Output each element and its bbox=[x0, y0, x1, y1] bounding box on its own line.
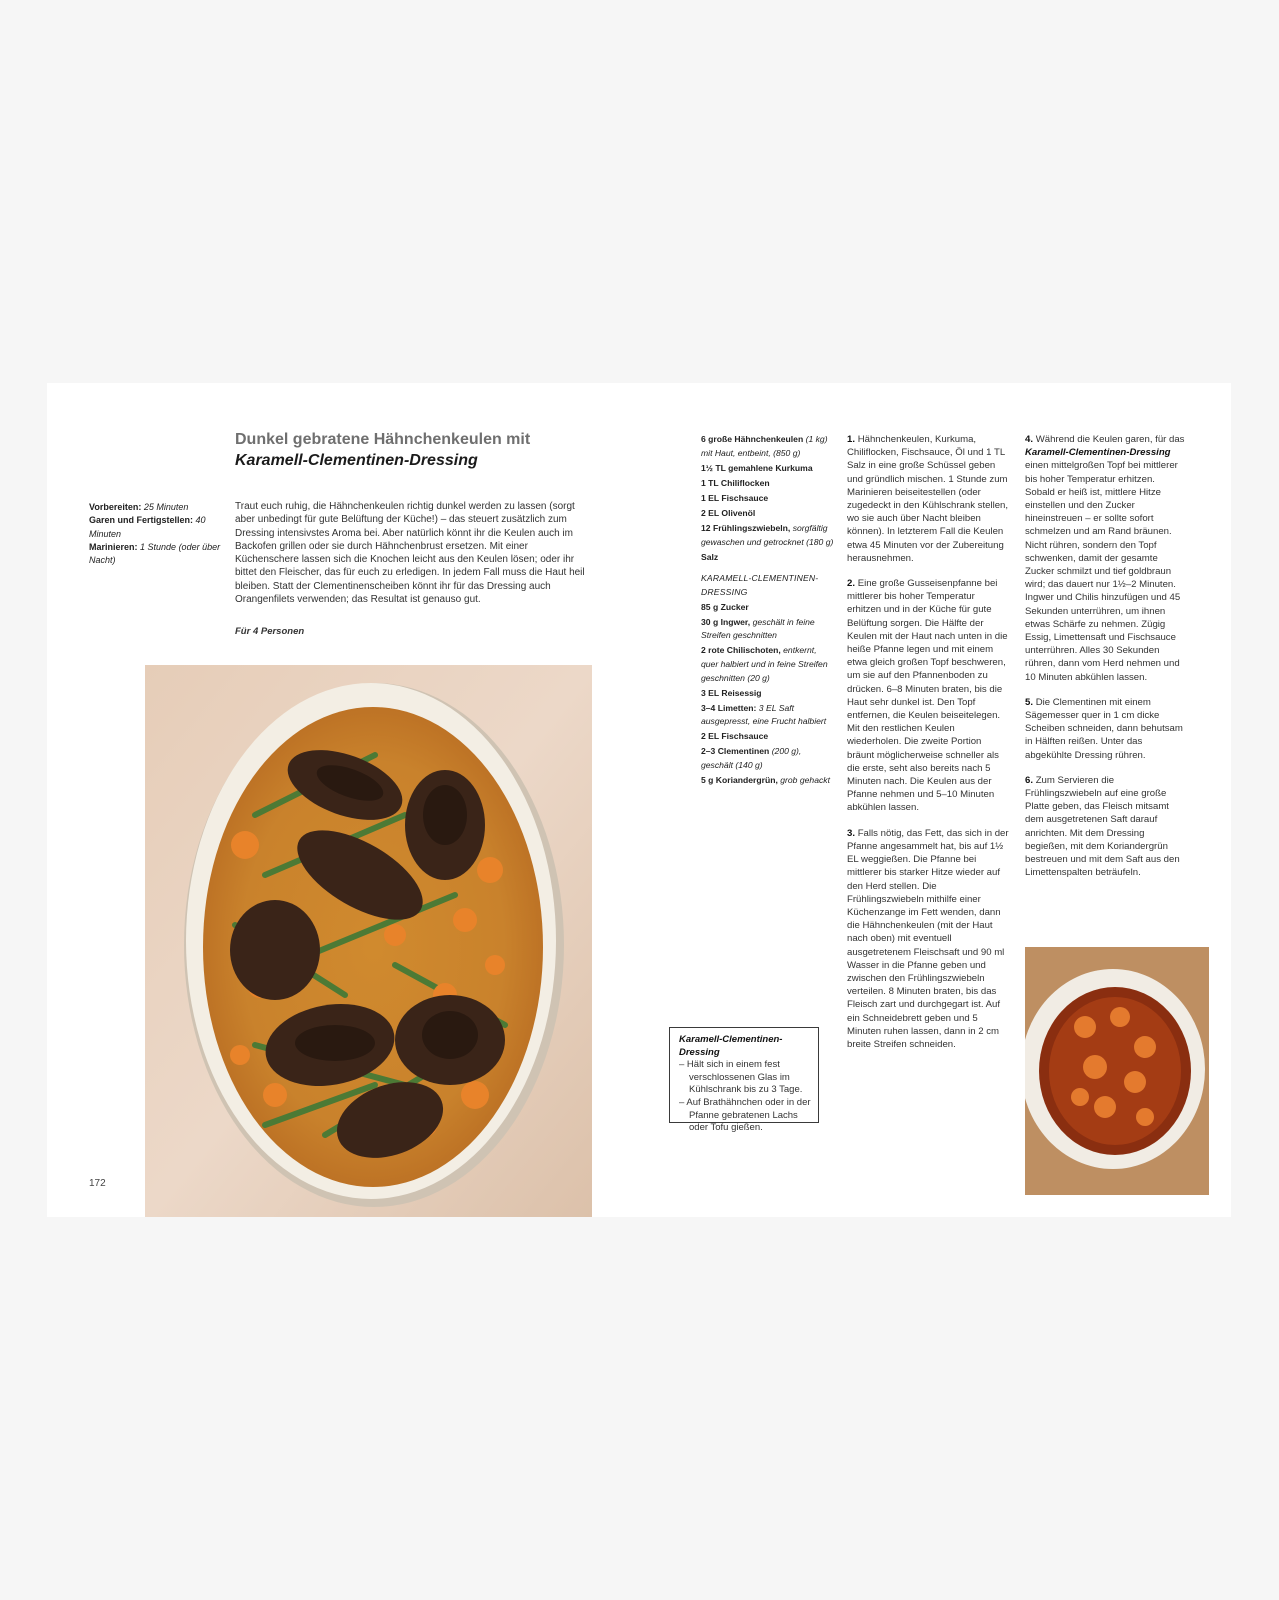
title-line-2: Karamell-Clementinen-Dressing bbox=[235, 452, 478, 469]
ingredient-item: 6 große Hähnchenkeulen (1 kg) mit Haut, entbeint, (850 g) bbox=[701, 434, 828, 458]
tip-box-title: Karamell-Clementinen-Dressing bbox=[679, 1034, 783, 1058]
title-line-1: Dunkel gebratene Hähnchenkeulen mit bbox=[235, 431, 531, 448]
servings: Für 4 Personen bbox=[235, 626, 305, 637]
steps-column-2 bbox=[1025, 433, 1187, 892]
meta-cook: Garen und Fertigstellen: 40 Minuten bbox=[89, 515, 206, 539]
page-number: 172 bbox=[89, 1178, 106, 1189]
dressing-ingredient-item: 2–3 Clementinen (200 g), geschält (140 g) bbox=[701, 746, 802, 771]
dressing-ingredient-item: 3 EL Reisessig bbox=[701, 687, 762, 698]
dressing-ingredient-item: 30 g Ingwer, geschält in feine Streifen geschnitten bbox=[701, 616, 815, 641]
ingredient-list bbox=[701, 433, 835, 789]
step-6: 6. Zum Servieren die Frühlingszwiebeln auf eine große Platte geben, das Fleisch mitsamt dem ausgetretenen Saft darauf anrichten. Mit dem Dressing begießen, mit dem Koriandergrün bestreuen und mit dem Saft aus den Limettenspalten beträufeln. bbox=[1025, 774, 1180, 879]
time-info bbox=[89, 501, 229, 567]
dressing-photo bbox=[1025, 947, 1209, 1195]
step-2: 2. Eine große Gusseisenpfanne bei mittlerer bis hoher Temperatur erhitzen und in der Küche für gute Belüftung sorgen. Die Hälfte der Keulen mit der Haut nach unten in die heiße Pfanne legen und mit einem etwa gleich großen Topf beschweren, um sie auf den Pfannenboden zu drücken. 6–8 Minuten braten, bis die Haut sehr dunkel ist. Den Topf entfernen, die Keulen beiseitelegen. Mit den restlichen Keulen wiederholen. Die zweite Portion bräunt möglicherweise schneller als die erste, seht also bereits nach 5 Minuten nach. Die Keulen aus der Pfanne nehmen und 5–10 Minuten abkühlen lassen. bbox=[847, 578, 1008, 814]
ingredient-item: 2 EL Olivenöl bbox=[701, 507, 756, 518]
intro-text: Traut euch ruhig, die Hähnchenkeulen richtig dunkel werden zu lassen (sorgt aber unbedingt für gute Belüftung der Küche!) – das steuert zusätzlich zum Dressing intensivstes Aroma bei. Aber natürlich könnt ihr die Keulen auch im Backofen grillen oder sie durch Hähnchenbrust ersetzen. Mit einer Küchenschere lassen sich die Knochen leicht aus den Keulen lösen; oder ihr bittet den Fleischer, das für euch zu erledigen. In jedem Fall muss die Haut heil bleiben. Statt der Clementinenscheiben könnt ihr für das Dressing auch Orangenfilets verwenden; das Resultat ist genauso gut. bbox=[235, 501, 585, 606]
dressing-heading: KARAMELL-CLEMENTINEN-DRESSING bbox=[701, 573, 819, 597]
ingredient-item: 1 TL Chiliflocken bbox=[701, 477, 770, 488]
tip-item: – Auf Brathähnchen oder in der Pfanne gebratenen Lachs oder Tofu gießen. bbox=[679, 1096, 811, 1134]
steps-column-1 bbox=[847, 433, 1009, 1063]
book-spread bbox=[47, 383, 1231, 1217]
tip-box bbox=[669, 1027, 819, 1134]
dressing-ingredient-item: 2 EL Fischsauce bbox=[701, 731, 769, 742]
step-5: 5. Die Clementinen mit einem Sägemesser quer in 1 cm dicke Scheiben schneiden, dann behutsam in Hälften reißen. Unter das abgekühlte Dressing rühren. bbox=[1025, 696, 1183, 761]
step-4: 4. Während die Keulen garen, für das Karamell-Clementinen-Dressing einen mittelgroßen Topf bei mittlerer bis hoher Temperatur erhitzen. Sobald er heiß ist, mittlere Hitze einstellen und den Zucker hineinstreuen – er sollte sofort schmelzen und am Rand bräunen. Nicht rühren, sondern den Topf schwenken, damit der gesamte Zucker schmilzt und tief goldbraun wird; das dauert nur 1½–2 Minuten. Ingwer und Chilis hinzufügen und 45 Sekunden unterrühren, um ihnen etwas Schärfe zu nehmen. Zügig Essig, Limettensaft und Fischsauce unterrühren. Alles 30 Sekunden rühren, dann vom Herd nehmen und 10 Minuten abkühlen lassen. bbox=[1025, 434, 1185, 683]
ingredient-item: 1½ TL gemahlene Kurkuma bbox=[701, 462, 813, 473]
meta-prep: Vorbereiten: 25 Minuten bbox=[89, 502, 189, 512]
dressing-ingredient-item: 5 g Koriandergrün, grob gehackt bbox=[701, 775, 830, 786]
ingredient-item: Salz bbox=[701, 551, 719, 562]
recipe-title bbox=[235, 429, 595, 471]
step-3: 3. Falls nötig, das Fett, das sich in der Pfanne angesammelt hat, bis auf 1½ EL weggießen. Die Pfanne bei mittlerer bis starker Hitze wieder auf den Herd stellen. Die Frühlingszwiebeln mithilfe einer Küchenzange im Fett wenden, dann die Hähnchenkeulen (mit der Haut nach oben) mit eventuell ausgetretenem Fleischsaft und 90 ml Wasser in die Pfanne geben und zwischen den Frühlingszwiebeln verteilen. 8 Minuten braten, bis das Fleisch zart und durchgegart ist. Auf ein Schneidebrett geben und 5 Minuten ruhen lassen, dann in 2 cm breite Streifen schneiden. bbox=[847, 827, 1009, 1050]
ingredient-item: 1 EL Fischsauce bbox=[701, 492, 769, 503]
dressing-ingredient-item: 85 g Zucker bbox=[701, 601, 749, 612]
meta-marinate: Marinieren: 1 Stunde (oder über Nacht) bbox=[89, 541, 221, 566]
dressing-ingredient-item: 2 rote Chilischoten, entkernt, quer halbiert und in feine Streifen geschnitten (20 g) bbox=[701, 645, 828, 683]
tip-item: – Hält sich in einem fest verschlossenen Glas im Kühlschrank bis zu 3 Tage. bbox=[679, 1059, 803, 1096]
dressing-ingredient-item: 3–4 Limetten: 3 EL Saft ausgepresst, eine Frucht halbiert bbox=[701, 702, 827, 727]
dish-photo bbox=[145, 665, 592, 1217]
step-1: 1. Hähnchenkeulen, Kurkuma, Chiliflocken, Fischsauce, Öl und 1 TL Salz in eine große Schüssel geben und gründlich mischen. 1 Stunde zum Marinieren beiseitestellen (oder zugedeckt in den Kühlschrank stellen, wo sie auch über Nacht bleiben können). In letzterem Fall die Keulen etwa 45 Minuten vor der Zubereitung herausnehmen. bbox=[847, 434, 1009, 564]
ingredient-item: 12 Frühlingszwiebeln, sorgfältig gewaschen und getrocknet (180 g) bbox=[701, 523, 834, 547]
